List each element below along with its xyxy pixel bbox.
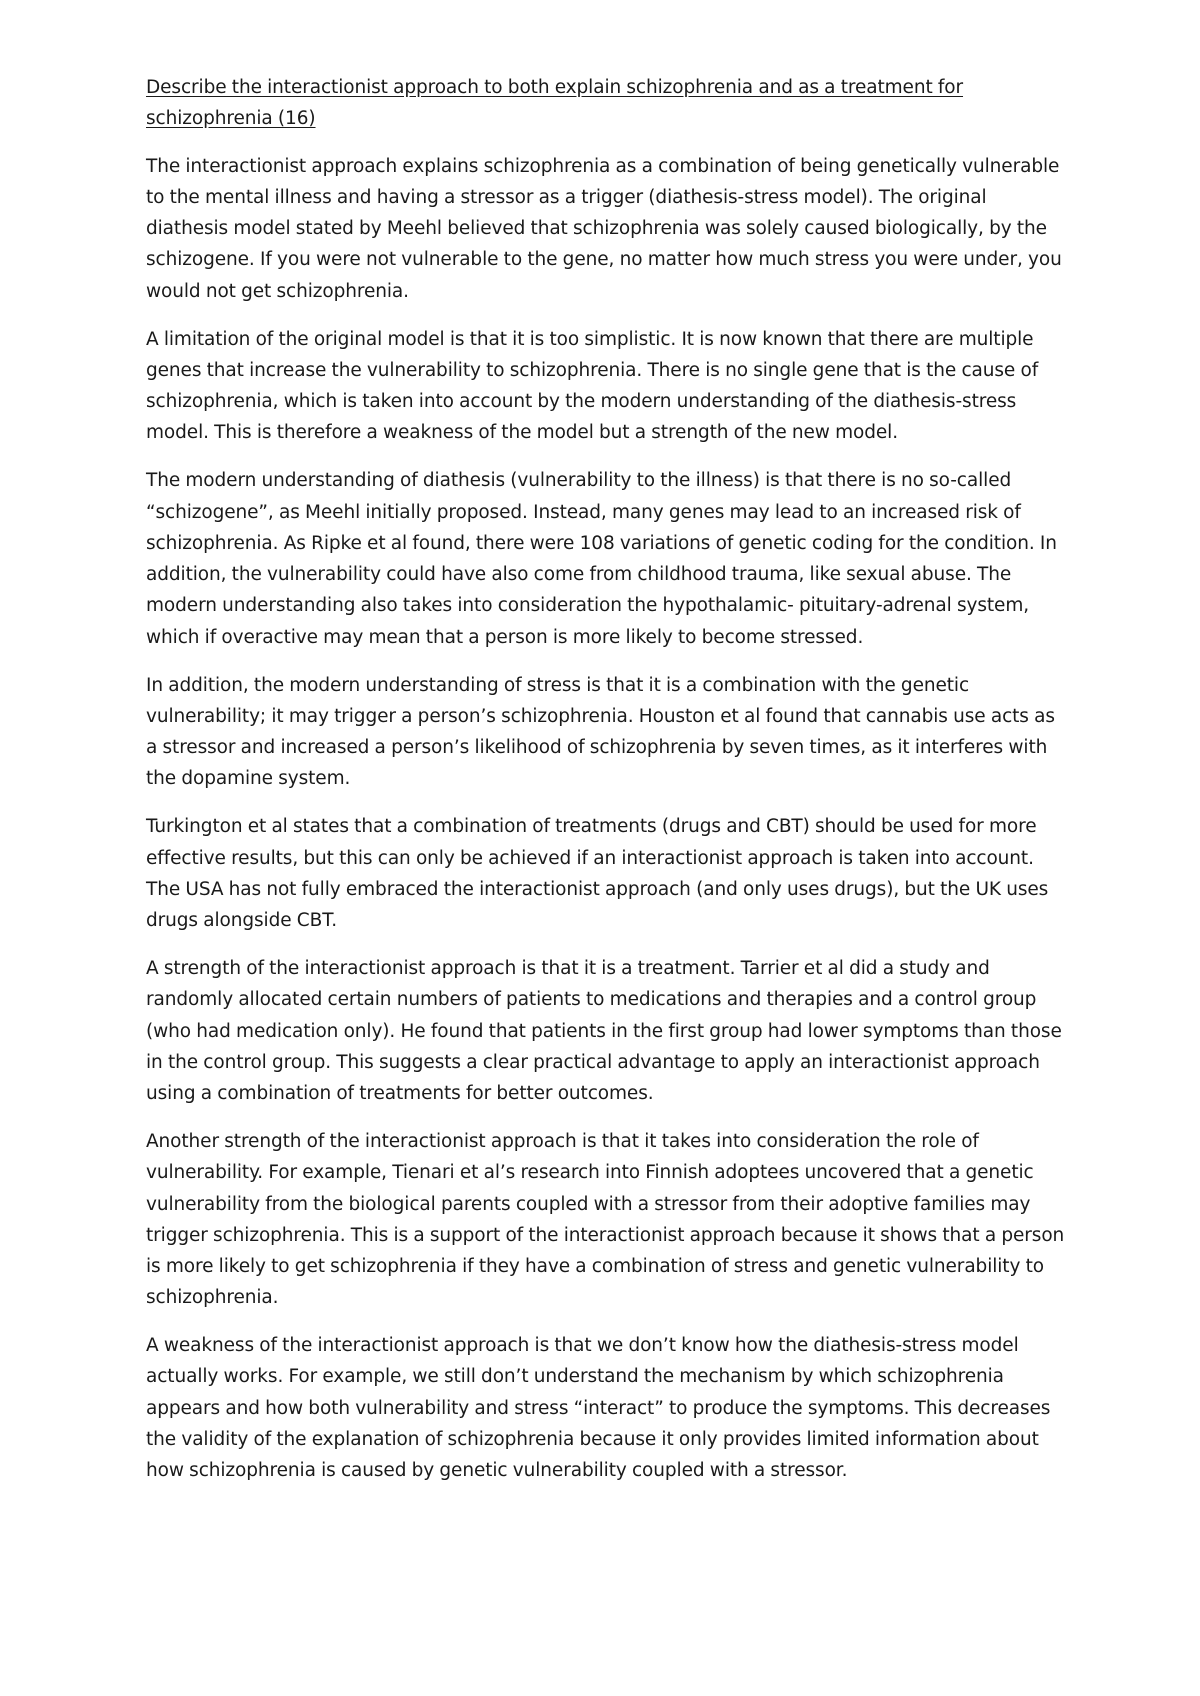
paragraph-strength-treatment: A strength of the interactionist approach is that it is a treatment. Tarrier et al did a study and randomly allocated certain numbers of patients to medications and therapies and a control group (who had medication only). He found that patients in the first group had lower symptoms than those in the control group. This suggests a clear practical advantage to apply an interactionist approach using a combination of treatments for better outcomes. [146,957,1062,1105]
paragraph-turkington: Turkington et al states that a combination of treatments (drugs and CBT) should be used for more effective results, but this can only be achieved if an interactionist approach is taken into account. The USA has not fully embraced the interactionist approach (and only uses drugs), but the UK uses drugs alongside CBT. [146,816,1049,932]
paragraph-limitation-original-model: A limitation of the original model is that it is too simplistic. It is now known that there are multiple genes that increase the vulnerability to schizophrenia. There is no single gene that is the cause of schizophrenia, which is taken into account by the modern understanding of the diathesis-stress model. This is therefore a weakness of the model but a strength of the new model. [146,328,1039,444]
paragraph-modern-stress: In addition, the modern understanding of stress is that it is a combination with the genetic vulnerability; it may trigger a person’s schizophrenia. Houston et al found that cannabis use acts as a stressor and increased a person’s likelihood of schizophrenia by seven times, as it interferes with the dopamine system. [146,674,1055,790]
paragraph-strength-vulnerability: Another strength of the interactionist approach is that it takes into consideration the role of vulnerability. For example, Tienari et al’s research into Finnish adoptees uncovered that a genetic vulnerability from the biological parents coupled with a stressor from their adoptive families may trigger schizophrenia. This is a support of the interactionist approach because it shows that a person is more likely to get schizophrenia if they have a combination of stress and genetic vulnerability to schizophrenia. [146,1130,1065,1309]
document-body [146,72,1066,1503]
essay-question-heading: Describe the interactionist approach to both explain schizophrenia and as a treatment for schizophrenia (16) [146,77,964,130]
paragraph-modern-diathesis: The modern understanding of diathesis (vulnerability to the illness) is that there is no so-called “schizogene”, as Meehl initially proposed. Instead, many genes may lead to an increased risk of schizophrenia. As Ripke et al found, there were 108 variations of genetic coding for the condition. In addition, the vulnerability could have also come from childhood trauma, like sexual abuse. The modern understanding also takes into consideration the hypothalamic- pituitary-adrenal system, which if overactive may mean that a person is more likely to become stressed. [146,470,1057,648]
paragraph-intro: The interactionist approach explains schizophrenia as a combination of being genetically vulnerable to the mental illness and having a stressor as a trigger (diathesis-stress model). The original diathesis model stated by Meehl believed that schizophrenia was solely caused biologically, by the schizogene. If you were not vulnerable to the gene, no matter how much stress you were under, you would not get schizophrenia. [146,155,1062,302]
paragraph-weakness-mechanism: A weakness of the interactionist approach is that we don’t know how the diathesis-stress model actually works. For example, we still don’t understand the mechanism by which schizophrenia appears and how both vulnerability and stress “interact” to produce the symptoms. This decreases the validity of the explanation of schizophrenia because it only provides limited information about how schizophrenia is caused by genetic vulnerability coupled with a stressor. [146,1335,1051,1482]
